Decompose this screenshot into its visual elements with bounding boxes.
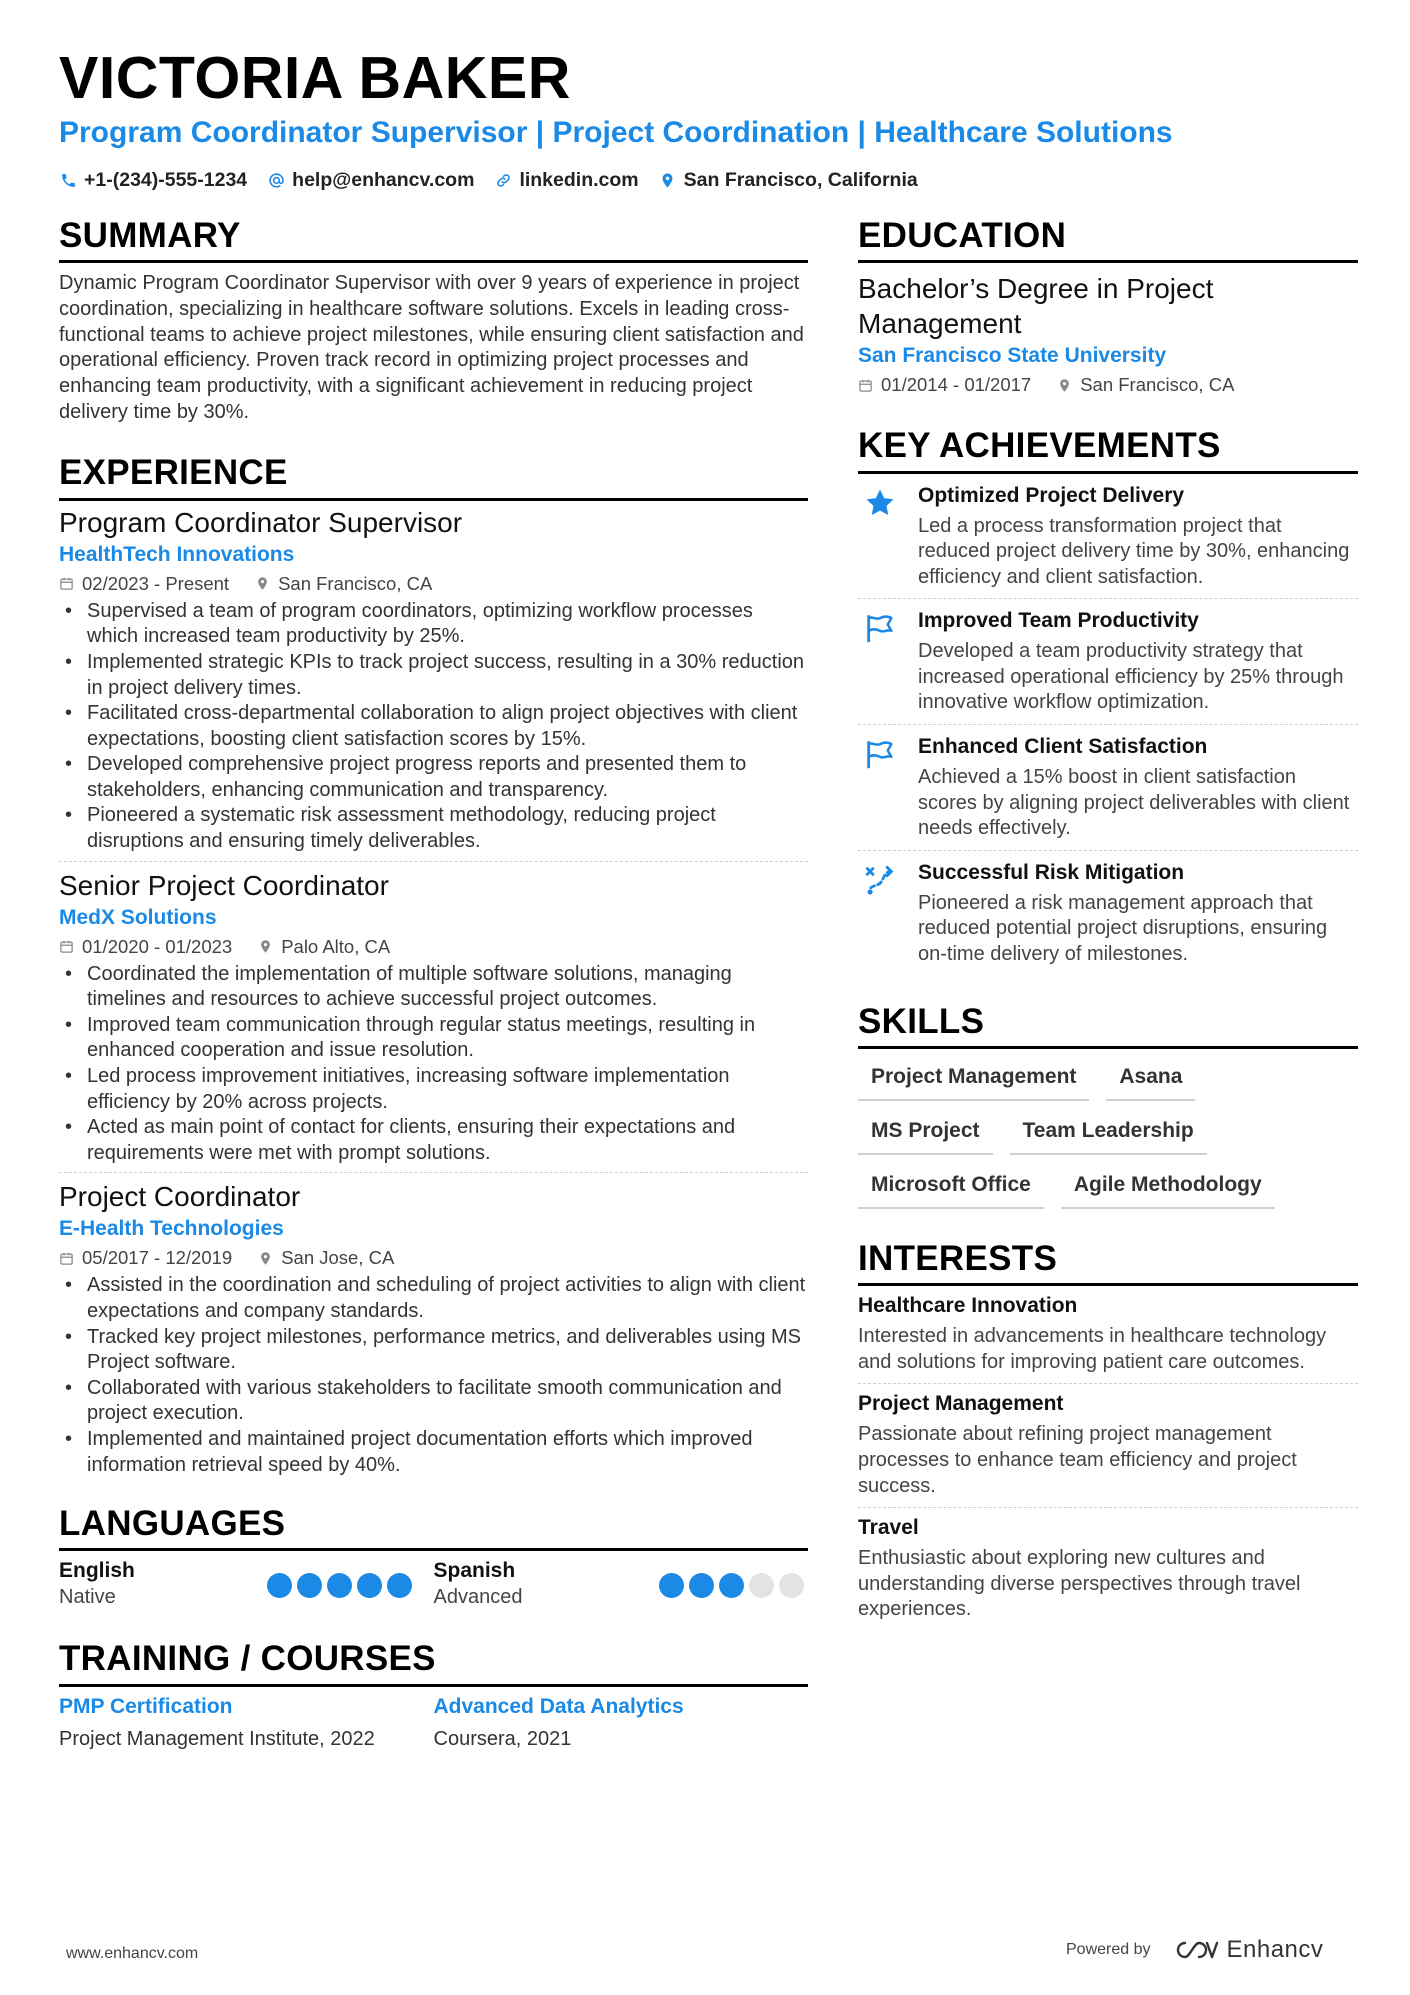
achievement-desc: Developed a team productivity strategy that increased operational efficiency by 25% through innovative workflow optimization. bbox=[918, 640, 1344, 714]
achievement-title: Improved Team Productivity bbox=[918, 609, 1199, 633]
bullet-item: • Tracked key project milestones, performance metrics, and deliverables using MS Project software. bbox=[59, 1325, 808, 1376]
interest-title: Project Management bbox=[858, 1392, 1064, 1416]
powered-by-label: Powered by bbox=[1066, 1941, 1151, 1958]
location-text: San Francisco, CA bbox=[1080, 374, 1235, 396]
language-name: English bbox=[59, 1559, 135, 1583]
right-column bbox=[858, 216, 1358, 1631]
achievement-desc: Pioneered a risk management approach that reduced potential project disruptions, ensuring on-time delivery of milestones. bbox=[918, 891, 1328, 966]
brand-name: Enhancv bbox=[1226, 1936, 1324, 1963]
training-section bbox=[59, 1639, 808, 1752]
footer-website[interactable]: www.enhancv.com bbox=[66, 1945, 199, 1962]
skill-tag: MS Project bbox=[858, 1115, 993, 1155]
education-location bbox=[1057, 374, 1234, 396]
enhancv-logo[interactable] bbox=[1173, 1936, 1324, 1964]
section-title: TRAINING / COURSES bbox=[59, 1639, 808, 1686]
language-level: Advanced bbox=[433, 1586, 523, 1609]
course-item bbox=[434, 1695, 809, 1753]
proficiency-dot-filled bbox=[719, 1573, 744, 1598]
job-entry bbox=[59, 507, 808, 862]
footer-branding bbox=[1066, 1936, 1323, 1964]
job-dates bbox=[59, 1247, 232, 1269]
proficiency-dots bbox=[267, 1573, 412, 1598]
interest-item bbox=[858, 1286, 1358, 1384]
calendar-icon bbox=[59, 1251, 74, 1266]
dates-text: 01/2020 - 01/2023 bbox=[82, 935, 233, 957]
bullet-item: • Acted as main point of contact for clients, ensuring their expectations and requirements were met with prompt solutions. bbox=[59, 1115, 808, 1166]
achievement-item bbox=[858, 599, 1358, 725]
contact-linkedin[interactable] bbox=[494, 169, 638, 192]
achievement-item bbox=[858, 851, 1358, 976]
at-icon bbox=[267, 172, 285, 190]
job-title: Project Coordinator bbox=[59, 1181, 301, 1213]
language-list bbox=[59, 1559, 808, 1609]
bullet-item: • Pioneered a systematic risk assessment methodology, reducing project disruptions and ensuring timely deliverables. bbox=[59, 803, 808, 854]
achievement-title: Enhanced Client Satisfaction bbox=[918, 735, 1208, 759]
star-icon bbox=[858, 484, 902, 591]
bullet-item: • Led process improvement initiatives, increasing software implementation efficiency by 20% across projects. bbox=[59, 1064, 808, 1115]
bullet-item: • Implemented strategic KPIs to track project success, resulting in a 30% reduction in project delivery times. bbox=[59, 650, 808, 701]
section-title: SUMMARY bbox=[59, 216, 808, 263]
dates-text: 05/2017 - 12/2019 bbox=[82, 1247, 233, 1269]
proficiency-dots bbox=[659, 1573, 804, 1598]
job-dates bbox=[59, 573, 229, 595]
job-title: Program Coordinator Supervisor bbox=[59, 506, 463, 538]
skill-tag: Agile Methodology bbox=[1061, 1169, 1275, 1209]
section-title: EDUCATION bbox=[858, 216, 1358, 263]
flag-icon bbox=[858, 609, 902, 716]
phone-icon bbox=[59, 172, 77, 190]
interest-desc: Enthusiastic about exploring new cultures and understanding diverse perspectives through travel experiences. bbox=[858, 1547, 1301, 1621]
proficiency-dot-filled bbox=[689, 1573, 714, 1598]
achievement-item bbox=[858, 474, 1358, 600]
experience-section bbox=[59, 453, 808, 1484]
course-title: PMP Certification bbox=[59, 1694, 233, 1718]
proficiency-dot-filled bbox=[267, 1573, 292, 1598]
job-bullets bbox=[59, 599, 808, 855]
education-meta bbox=[858, 374, 1358, 396]
proficiency-dot-filled bbox=[327, 1573, 352, 1598]
company-name: E-Health Technologies bbox=[59, 1217, 284, 1241]
enhancv-logo-icon bbox=[1173, 1939, 1219, 1961]
school-name: San Francisco State University bbox=[858, 344, 1167, 368]
course-desc: Project Management Institute, 2022 bbox=[59, 1727, 375, 1750]
job-entry bbox=[59, 870, 808, 1174]
location-text: San Francisco, California bbox=[683, 169, 918, 191]
job-meta bbox=[59, 573, 808, 595]
language-level: Native bbox=[59, 1586, 116, 1609]
job-location bbox=[255, 573, 432, 595]
candidate-name: VICTORIA BAKER bbox=[59, 45, 571, 111]
flag-icon bbox=[858, 735, 902, 842]
location-pin-icon bbox=[258, 939, 273, 954]
interest-title: Healthcare Innovation bbox=[858, 1294, 1078, 1318]
company-name: HealthTech Innovations bbox=[59, 542, 295, 566]
bullet-item: • Coordinated the implementation of multiple software solutions, managing timelines and resources to achieve successful project outcomes. bbox=[59, 962, 808, 1013]
achievements-section bbox=[858, 426, 1358, 975]
section-title: KEY ACHIEVEMENTS bbox=[858, 426, 1358, 473]
skill-list bbox=[858, 1061, 1338, 1209]
route-icon bbox=[858, 861, 902, 968]
location-pin-icon bbox=[659, 172, 677, 190]
achievement-title: Optimized Project Delivery bbox=[918, 483, 1185, 507]
job-location bbox=[258, 1247, 394, 1269]
skill-tag: Microsoft Office bbox=[858, 1169, 1044, 1209]
education-dates bbox=[858, 374, 1031, 396]
achievement-item bbox=[858, 725, 1358, 851]
language-name: Spanish bbox=[433, 1559, 516, 1583]
calendar-icon bbox=[858, 378, 873, 393]
proficiency-dot-filled bbox=[387, 1573, 412, 1598]
location-pin-icon bbox=[1057, 378, 1072, 393]
course-desc: Coursera, 2021 bbox=[433, 1727, 572, 1750]
course-title: Advanced Data Analytics bbox=[433, 1694, 684, 1718]
skill-tag: Project Management bbox=[858, 1061, 1089, 1101]
section-title: LANGUAGES bbox=[59, 1504, 808, 1551]
location-text: San Francisco, CA bbox=[278, 572, 433, 594]
summary-section bbox=[59, 216, 808, 425]
contact-phone bbox=[59, 169, 247, 192]
proficiency-dot-filled bbox=[297, 1573, 322, 1598]
achievement-title: Successful Risk Mitigation bbox=[918, 860, 1185, 884]
location-text: Palo Alto, CA bbox=[281, 935, 391, 957]
bullet-item: • Developed comprehensive project progress reports and presented them to stakeholders, enhancing communication and transparency. bbox=[59, 752, 808, 803]
languages-section bbox=[59, 1504, 808, 1609]
language-item bbox=[59, 1559, 434, 1609]
bullet-item: • Improved team communication through regular status meetings, resulting in enhanced cooperation and issue resolution. bbox=[59, 1013, 808, 1064]
proficiency-dot-filled bbox=[659, 1573, 684, 1598]
linkedin-text: linkedin.com bbox=[519, 169, 639, 191]
job-bullets bbox=[59, 962, 808, 1167]
job-entry bbox=[59, 1181, 808, 1484]
contact-bar bbox=[59, 169, 918, 192]
bullet-item: • Supervised a team of program coordinators, optimizing workflow processes which increased team productivity by 25%. bbox=[59, 599, 808, 650]
bullet-item: • Facilitated cross-departmental collaboration to align project objectives with client expectations, boosting client satisfaction scores by 15%. bbox=[59, 701, 808, 752]
job-location bbox=[258, 936, 390, 958]
course-list bbox=[59, 1695, 808, 1753]
job-meta bbox=[59, 1247, 808, 1269]
bullet-item: • Implemented and maintained project documentation efforts which improved information retrieval speed by 40%. bbox=[59, 1427, 808, 1478]
interest-item bbox=[858, 1508, 1358, 1631]
job-meta bbox=[59, 936, 808, 958]
email-text: help@enhancv.com bbox=[292, 169, 475, 191]
proficiency-dot-empty bbox=[749, 1573, 774, 1598]
headline: Program Coordinator Supervisor | Project Coordination | Healthcare Solutions bbox=[59, 116, 1173, 149]
calendar-icon bbox=[59, 576, 74, 591]
interest-title: Travel bbox=[858, 1516, 919, 1540]
proficiency-dot-filled bbox=[357, 1573, 382, 1598]
left-column bbox=[59, 216, 808, 1752]
location-text: San Jose, CA bbox=[281, 1247, 395, 1269]
contact-email[interactable] bbox=[267, 169, 474, 192]
section-title: EXPERIENCE bbox=[59, 453, 808, 500]
language-item bbox=[434, 1559, 809, 1609]
bullet-item: • Assisted in the coordination and scheduling of project activities to align with client expectations and company standards. bbox=[59, 1273, 808, 1324]
company-name: MedX Solutions bbox=[59, 905, 217, 929]
skill-tag: Asana bbox=[1106, 1061, 1195, 1101]
job-title: Senior Project Coordinator bbox=[59, 869, 389, 901]
education-section bbox=[858, 216, 1358, 396]
achievement-desc: Achieved a 15% boost in client satisfaction scores by aligning project deliverables with client needs effectively. bbox=[918, 766, 1350, 840]
achievement-desc: Led a process transformation project that reduced project delivery time by 30%, enhancing efficiency and client satisfaction. bbox=[918, 514, 1350, 588]
dates-text: 02/2023 - Present bbox=[82, 572, 230, 594]
dates-text: 01/2014 - 01/2017 bbox=[881, 374, 1032, 396]
phone-text: +1-(234)-555-1234 bbox=[84, 169, 248, 191]
job-dates bbox=[59, 936, 232, 958]
interests-section bbox=[858, 1239, 1358, 1631]
course-item bbox=[59, 1695, 434, 1753]
degree-title: Bachelor’s Degree in Project Management bbox=[858, 273, 1214, 340]
summary-text: Dynamic Program Coordinator Supervisor with over 9 years of experience in project coordination, specializing in healthcare software solutions. Excels in leading cross-functional teams to achieve project milestones, while ensuring client satisfaction and operational efficiency. Proven track record in optimizing project processes and enhancing team productivity, with a significant achievement in reducing project delivery time by 30%. bbox=[59, 272, 804, 423]
location-pin-icon bbox=[255, 576, 270, 591]
location-pin-icon bbox=[258, 1251, 273, 1266]
skills-section bbox=[858, 1002, 1358, 1209]
proficiency-dot-empty bbox=[779, 1573, 804, 1598]
section-title: INTERESTS bbox=[858, 1239, 1358, 1286]
job-bullets bbox=[59, 1273, 808, 1478]
interest-desc: Passionate about refining project management processes to enhance team efficiency and project success. bbox=[858, 1423, 1297, 1497]
calendar-icon bbox=[59, 939, 74, 954]
skill-tag: Team Leadership bbox=[1010, 1115, 1207, 1155]
interest-desc: Interested in advancements in healthcare technology and solutions for improving patient care outcomes. bbox=[858, 1325, 1327, 1373]
interest-item bbox=[858, 1384, 1358, 1508]
section-title: SKILLS bbox=[858, 1002, 1358, 1049]
bullet-item: • Collaborated with various stakeholders to facilitate smooth communication and project execution. bbox=[59, 1376, 808, 1427]
contact-location bbox=[659, 169, 918, 192]
link-icon bbox=[494, 172, 512, 190]
